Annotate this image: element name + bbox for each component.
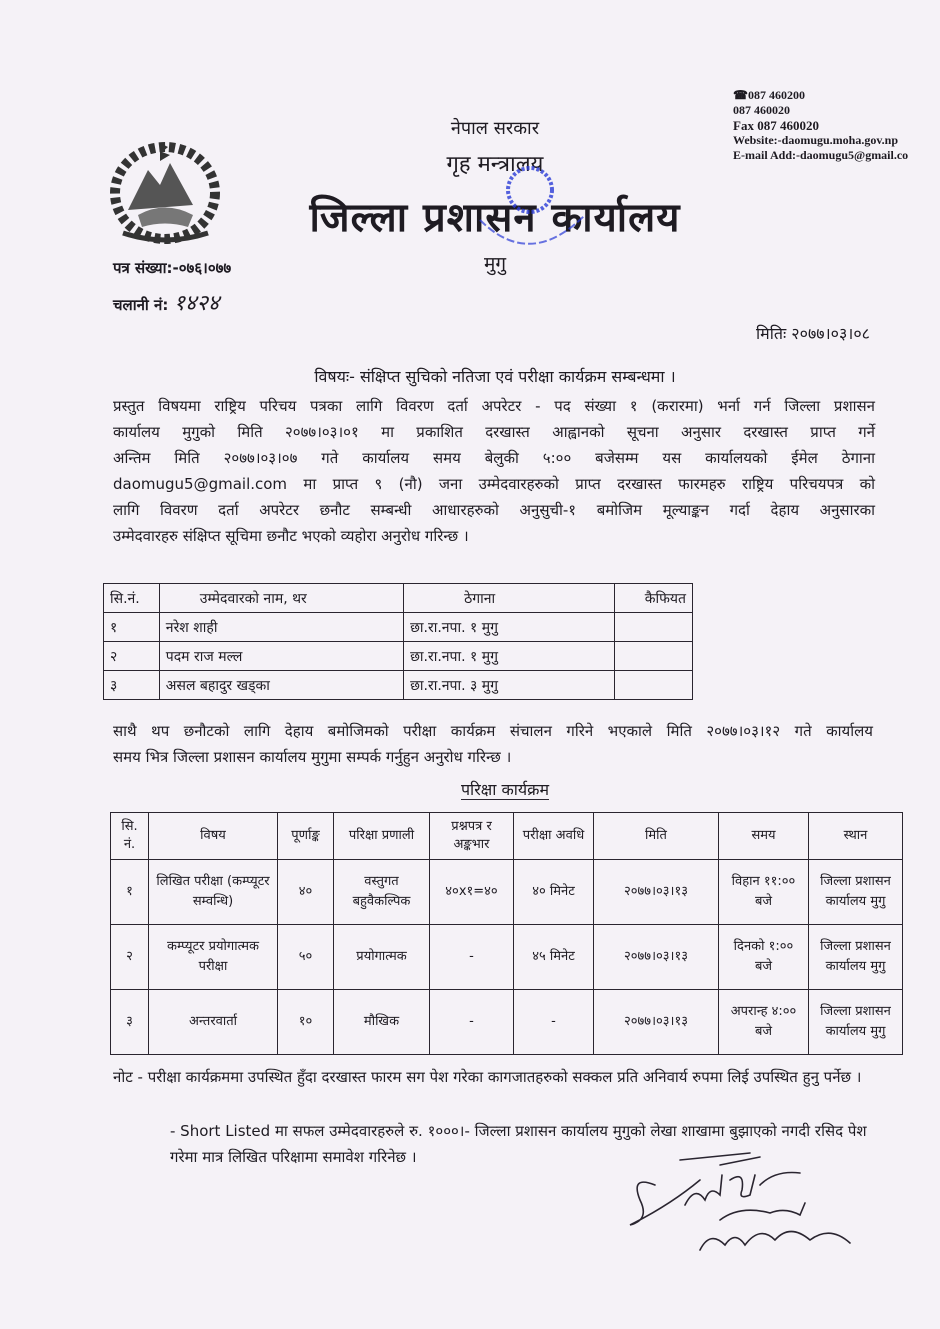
intro-paragraph: प्रस्तुत विषयमा राष्ट्रिय परिचय पत्रका लागि विवरण दर्ता अपरेटर - पद संख्या १ (करारमा) भर्ना गर्न जिल्ला प्रशासन कार्यालय मुगुको मिति २०७७।०३।०१ मा प्रकाशित दरखास्त आह्वानको सूचना अनुसार दरखास्त प्राप्त गर्ने अन्तिम मिति २०७७।०३।०७ गते कार्यालय समय बेलुकी ५:०० बजेसम्म यस कार्यालयको ईमेल ठेगाना daomugu5@gmail.com मा प्राप्त ९ (नौ) जना उम्मेदवारहरुको प्राप्त दरखास्त फारमहरु राष्ट्रिय परिचयपत्र को लागि विवरण दर्ता अपरेटर छनौट सम्बन्धी आधारहरुको अनुसुची-१ बमोजिम मूल्याङ्कन गर्दा देहाय अनुसारका उम्मेदवारहरु संक्षिप्त सूचिमा छनौट भएको व्यहोरा अनुरोध गरिन्छ । bbox=[113, 397, 875, 545]
ministry-name: गृह मन्त्रालय bbox=[446, 152, 544, 177]
government-name: नेपाल सरकार bbox=[450, 118, 540, 139]
office-stamp-icon bbox=[470, 150, 590, 270]
table-row: ३ असल बहादुर खड्का छा.रा.नपा. ३ मुगु bbox=[104, 671, 693, 700]
table-row: १ नरेश शाही छा.रा.नपा. १ मुगु bbox=[104, 613, 693, 642]
exam-schedule-heading: परिक्षा कार्यक्रम bbox=[460, 780, 550, 799]
note-attendance: नोट - परीक्षा कार्यक्रममा उपस्थित हुँदा दरखास्त फारम सग पेश गरेका कागजातहरुको सक्कल प्रति अनिवार्य रुपमा लिई उपस्थित हुनु पर्नेछ । bbox=[113, 1068, 862, 1086]
phone-1: ☎087 460200 bbox=[733, 88, 805, 102]
followup-paragraph: साथै थप छनौटको लागि देहाय बमोजिमको परीक्षा कार्यक्रम संचालन गरिने भएकाले मिति २०७७।०३।१२ गते कार्यालय समय भित्र जिल्ला प्रशासन कार्यालय मुगुमा सम्पर्क गर्नुहुन अनुरोध गरिन्छ । bbox=[113, 722, 873, 766]
table-row: १ लिखित परीक्षा (कम्प्यूटर सम्वन्धि) ४० वस्तुगत बहुवैकल्पिक ४०x१=४० ४० मिनेट २०७७।०३।१३ विहान ११:०० बजे जिल्ला प्रशासन कार्यालय मुगु bbox=[111, 860, 903, 925]
letter-number: पत्र संख्या:-०७६।०७७ bbox=[113, 259, 232, 277]
table-row: २ कम्प्यूटर प्रयोगात्मक परीक्षा ५० प्रयोगात्मक - ४५ मिनेट २०७७।०३।१३ दिनको १:०० बजे जिल्ला प्रशासन कार्यालय मुगु bbox=[111, 925, 903, 990]
table-header-row: सि. नं. विषय पूर्णाङ्क परिक्षा प्रणाली प्रश्नपत्र र अङ्कभार परीक्षा अवधि मिति समय स्थान bbox=[111, 813, 903, 860]
table-header-row: सि.नं. उम्मेदवारको नाम, थर ठेगाना कैफियत bbox=[104, 584, 693, 613]
table-row: २ पदम राज मल्ल छा.रा.नपा. १ मुगु bbox=[104, 642, 693, 671]
table-row: ३ अन्तरवार्ता १० मौखिक - - २०७७।०३।१३ अपरान्ह ४:०० बजे जिल्ला प्रशासन कार्यालय मुगु bbox=[111, 990, 903, 1055]
signature-icon bbox=[610, 1145, 880, 1270]
district-name: मुगु bbox=[483, 253, 507, 275]
dispatch-number: चलानी नं: १४२४ bbox=[113, 291, 220, 316]
exam-schedule-table bbox=[110, 812, 903, 1055]
letter-date: मितिः २०७७।०३।०८ bbox=[756, 324, 870, 343]
dispatch-number-handwritten: १४२४ bbox=[173, 291, 220, 316]
shortlist-table bbox=[103, 583, 693, 700]
fax: Fax 087 460020 bbox=[733, 118, 819, 133]
note-fee: - Short Listed मा सफल उम्मेदवारहरुले रु. १०००।- जिल्ला प्रशासन कार्यालय मुगुको लेखा शाखामा बुझाएको नगदी रसिद पेश गरेमा मात्र लिखित परिक्षामा समावेश गरिनेछ । bbox=[170, 1122, 867, 1166]
email: E-mail Add:-daomugu5@gmail.co bbox=[733, 148, 909, 162]
subject-line: विषयः- संक्षिप्त सुचिको नतिजा एवं परीक्षा कार्यक्रम सम्बन्धमा । bbox=[314, 367, 676, 386]
website: Website:-daomugu.moha.gov.np bbox=[733, 133, 899, 147]
phone-2: 087 460020 bbox=[733, 103, 790, 117]
office-title: जिल्ला प्रशासन कार्यालय bbox=[309, 195, 681, 241]
